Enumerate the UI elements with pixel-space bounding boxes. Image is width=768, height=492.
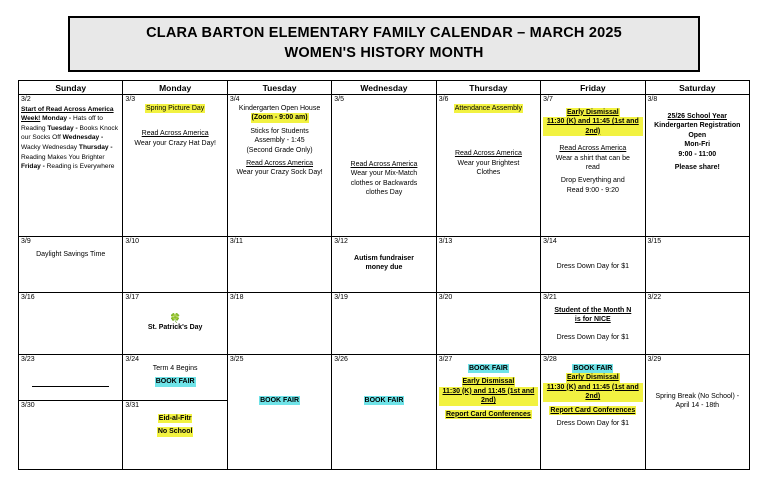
event-early-dismissal-times: 11:30 (K) and 11:45 (1st and 2nd) <box>543 117 642 136</box>
day-content <box>123 364 226 389</box>
day-cell-3-29 <box>645 355 749 470</box>
day-number: 3/8 <box>647 96 658 104</box>
day-cell-3-10 <box>123 237 227 293</box>
weekday-header-monday: Monday <box>123 81 227 95</box>
event-read-across-america: Read Across America <box>246 160 314 167</box>
day-content <box>228 246 331 248</box>
event-early-dismissal-times: 11:30 (K) and 11:45 (1st and 2nd) <box>543 383 642 402</box>
event-dress-down-day: Dress Down Day for $1 <box>556 420 629 427</box>
day-cell-3-14 <box>541 237 645 293</box>
event-no-school: No School <box>157 428 193 436</box>
event-book-fair: BOOK FAIR <box>260 396 299 404</box>
day-number: 3/6 <box>438 96 449 104</box>
day-number: 3/23 <box>21 356 35 364</box>
event-st-patricks-day: St. Patrick's Day <box>147 323 203 331</box>
day-content <box>437 104 540 180</box>
day-content <box>19 410 122 412</box>
weekday-header-row <box>19 81 750 95</box>
event-early-dismissal: Early Dismissal <box>566 108 619 116</box>
day-number: 3/20 <box>438 294 453 302</box>
day-content <box>228 364 331 407</box>
day-content <box>19 302 122 304</box>
day-subcell-3-23 <box>19 355 122 401</box>
day-number: 3/24 <box>125 356 140 364</box>
day-content <box>123 302 226 334</box>
day-number: 3/16 <box>21 294 35 302</box>
theme-item: Tuesday - Books Knock our Socks Off <box>21 124 119 142</box>
day-content <box>19 246 122 261</box>
day-subcell-3-31 <box>123 401 226 439</box>
event-note: Read 9:00 - 9:20 <box>566 186 619 194</box>
event-early-dismissal: Early Dismissal <box>462 378 515 386</box>
day-number: 3/4 <box>229 96 240 104</box>
event-report-card-conferences: Report Card Conferences <box>446 410 531 418</box>
page-subtitle: WOMEN'S HISTORY MONTH <box>284 44 484 61</box>
weekday-header-saturday: Saturday <box>645 81 749 95</box>
event-spring-picture-day: Spring Picture Day <box>145 104 205 112</box>
day-cell-3-9 <box>19 237 123 293</box>
event-registration-hours: 9:00 - 11:00 <box>678 150 717 158</box>
event-note: clothes or Backwards <box>350 179 418 187</box>
day-number: 3/21 <box>543 294 557 302</box>
day-content <box>437 246 540 248</box>
day-content <box>332 364 435 407</box>
page-title: CLARA BARTON ELEMENTARY FAMILY CALENDAR – MARCH 2025 <box>146 25 622 41</box>
weekday-header-sunday: Sunday <box>19 81 123 95</box>
day-number: 3/25 <box>229 356 244 364</box>
day-content <box>646 246 749 248</box>
day-cell-3-8 <box>645 95 749 237</box>
calendar-table <box>18 80 750 470</box>
event-dress-down-day: Dress Down Day for $1 <box>556 262 629 270</box>
calendar-week-row <box>19 237 750 293</box>
calendar-week-row <box>19 293 750 355</box>
calendar-title-box <box>68 16 700 72</box>
day-number: 3/28 <box>543 356 557 364</box>
day-cell-3-25 <box>227 355 331 470</box>
day-subcell-3-30 <box>19 401 122 412</box>
event-note: Clothes <box>476 169 501 177</box>
event-please-share: Please share! <box>674 164 720 171</box>
day-content <box>646 104 749 175</box>
day-cell-3-18 <box>227 293 331 355</box>
event-note: clothes Day <box>365 189 403 197</box>
event-student-of-the-month-line1: Student of the Month N <box>554 306 632 314</box>
event-book-fair: BOOK FAIR <box>573 364 613 372</box>
day-cell-3-4 <box>227 95 331 237</box>
day-content <box>332 302 435 304</box>
day-number: 3/2 <box>21 96 31 104</box>
event-dress-down-day: Dress Down Day for $1 <box>556 333 629 341</box>
day-cell-3-17 <box>123 293 227 355</box>
event-term-4-begins: Term 4 Begins <box>152 364 198 372</box>
read-across-america-week-title: Start of Read Across America Week! <box>21 105 114 123</box>
event-read-across-america: Read Across America <box>559 145 627 153</box>
event-spring-break-line2: April 14 - 18th <box>675 402 720 410</box>
event-eid-al-fitr: Eid-al-Fitr <box>158 414 192 422</box>
event-note: Wear a shirt that can be <box>555 154 630 162</box>
day-cell-3-2 <box>19 95 123 237</box>
event-book-fair: BOOK FAIR <box>155 378 195 386</box>
day-number: 3/7 <box>543 96 553 104</box>
day-number: 3/9 <box>21 238 31 246</box>
day-cell-3-11 <box>227 237 331 293</box>
day-cell-3-15 <box>645 237 749 293</box>
day-cell-3-21 <box>541 293 645 355</box>
day-content <box>541 364 644 431</box>
event-detail: Sticks for Students <box>250 127 309 135</box>
event-note: Wear your Crazy Hat Day! <box>134 139 216 147</box>
day-content <box>19 104 122 172</box>
weekday-header-tuesday: Tuesday <box>227 81 331 95</box>
day-cell-3-6 <box>436 95 540 237</box>
event-kindergarten-registration-line1: 25/26 School Year <box>667 112 727 120</box>
day-content <box>646 302 749 304</box>
shamrock-icon: 🍀 <box>169 312 181 323</box>
day-content <box>437 302 540 304</box>
day-cell-3-19 <box>332 293 436 355</box>
event-note: Drop Everything and <box>560 177 625 185</box>
theme-item: Friday - Reading is Everywhere <box>21 163 115 171</box>
event-spring-break-line1: Spring Break (No School) - <box>655 392 740 400</box>
day-cell-3-5 <box>332 95 436 237</box>
day-content <box>541 104 644 198</box>
day-number: 3/11 <box>229 238 243 246</box>
day-number: 3/10 <box>125 238 140 246</box>
calendar-week-row <box>19 95 750 237</box>
theme-item: Thursday - Reading Makes You Brighter <box>21 144 113 161</box>
day-cell-3-3 <box>123 95 227 237</box>
day-content <box>646 364 749 413</box>
day-cell-3-26 <box>332 355 436 470</box>
event-book-fair: BOOK FAIR <box>364 396 404 404</box>
day-content <box>437 364 540 421</box>
calendar-week-row <box>19 355 750 470</box>
event-zoom-time: (Zoom - 9:00 am) <box>251 114 308 122</box>
event-kindergarten-registration-line2: Kindergarten Registration <box>654 122 741 130</box>
day-cell-3-16 <box>19 293 123 355</box>
event-detail: Assembly - 1:45 <box>254 137 305 145</box>
day-number: 3/29 <box>647 356 662 364</box>
event-early-dismissal-times: 11:30 (K) and 11:45 (1st and 2nd) <box>439 387 538 406</box>
weekday-header-wednesday: Wednesday <box>332 81 436 95</box>
day-number: 3/22 <box>647 294 662 302</box>
day-number: 3/5 <box>334 96 344 104</box>
day-cell-3-20 <box>436 293 540 355</box>
weekday-header-thursday: Thursday <box>436 81 540 95</box>
day-content <box>228 104 331 180</box>
day-subcell-3-24 <box>123 355 226 401</box>
day-content <box>541 302 644 344</box>
day-cell-3-24-and-3-31 <box>123 355 227 470</box>
day-cell-3-27 <box>436 355 540 470</box>
event-autism-fundraiser-line2: money due <box>365 264 403 272</box>
event-student-of-the-month-line2: is for NICE <box>574 316 611 324</box>
day-content <box>332 246 435 275</box>
day-number: 3/12 <box>334 238 348 246</box>
day-content <box>332 104 435 200</box>
event-registration-days: Mon-Fri <box>684 141 711 149</box>
event-autism-fundraiser-line1: Autism fundraiser <box>354 254 414 262</box>
day-cell-3-28 <box>541 355 645 470</box>
day-cell-3-22 <box>645 293 749 355</box>
event-read-across-america: Read Across America <box>454 150 522 158</box>
event-note: Wear your Mix-Match <box>350 170 418 178</box>
day-number: 3/30 <box>21 402 35 410</box>
event-kindergarten-open-house: Kindergarten Open House <box>238 104 321 112</box>
event-book-fair: BOOK FAIR <box>468 364 508 372</box>
day-cell-3-23-and-3-30 <box>19 355 123 470</box>
day-number: 3/13 <box>438 238 453 246</box>
weekday-header-friday: Friday <box>541 81 645 95</box>
event-daylight-savings: Daylight Savings Time <box>36 250 106 258</box>
event-note: read <box>585 164 600 171</box>
day-number: 3/26 <box>334 356 348 364</box>
day-number: 3/15 <box>647 238 662 246</box>
event-note: Wear your Brightest <box>457 159 520 167</box>
day-number: 3/14 <box>543 238 557 246</box>
day-number: 3/3 <box>125 96 136 104</box>
day-cell-3-7 <box>541 95 645 237</box>
day-number: 3/18 <box>229 294 244 302</box>
day-cell-3-12 <box>332 237 436 293</box>
event-read-across-america: Read Across America <box>141 130 209 138</box>
day-content <box>123 246 226 248</box>
day-number: 3/27 <box>438 356 453 364</box>
theme-item: Monday - Hats off to Reading <box>21 115 103 132</box>
event-kindergarten-registration-line3: Open <box>688 131 707 139</box>
event-report-card-conferences: Report Card Conferences <box>550 406 636 414</box>
event-detail: (Second Grade Only) <box>246 146 313 154</box>
day-content <box>123 104 226 150</box>
event-note: Wear your Crazy Sock Day! <box>236 169 323 177</box>
day-content <box>541 246 644 273</box>
event-read-across-america: Read Across America <box>350 160 418 168</box>
event-early-dismissal: Early Dismissal <box>566 374 619 382</box>
day-number: 3/31 <box>125 402 140 410</box>
day-content <box>19 364 122 390</box>
day-cell-3-13 <box>436 237 540 293</box>
theme-item: Wednesday -Wacky Wednesday <box>21 134 104 151</box>
day-number: 3/17 <box>125 294 140 302</box>
day-content <box>228 302 331 304</box>
event-attendance-assembly: Attendance Assembly <box>454 104 523 112</box>
day-content <box>123 410 226 439</box>
day-number: 3/19 <box>334 294 348 302</box>
